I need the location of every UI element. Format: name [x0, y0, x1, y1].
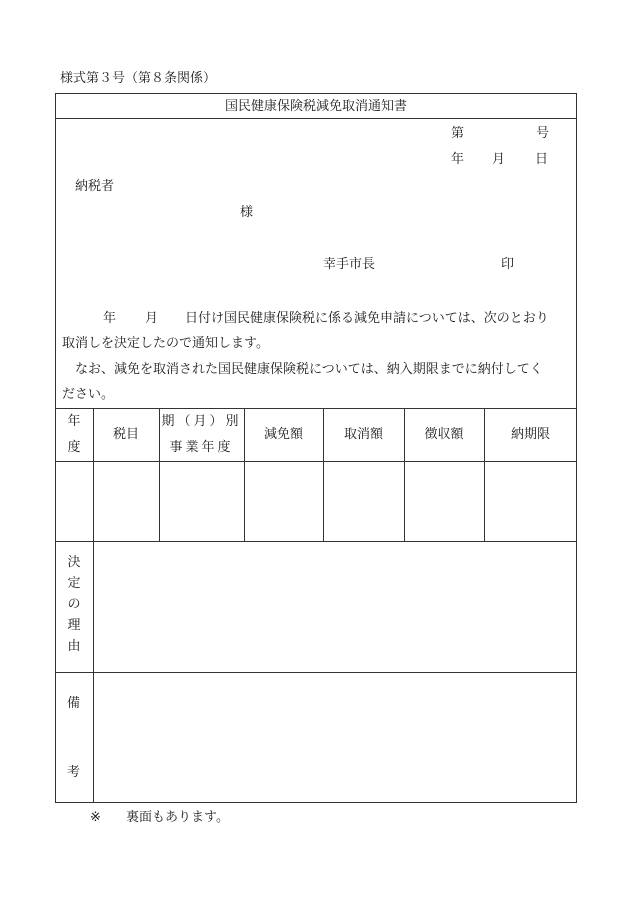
col-kibetsu-bottom: 事業年度: [169, 440, 234, 455]
para1-line2: 取消しを決定したので通知します。: [62, 336, 269, 351]
para1-line1: 日付け国民健康保険税に係る減免申請については、次のとおり: [185, 311, 549, 326]
para2-line1: なお、減免を取消された国民健康保険税については、納入期限までに納付してく: [75, 362, 543, 377]
para2-line2: ださい。: [62, 387, 115, 402]
col-zeimoku: 税目: [112, 427, 139, 442]
footnote-mark: ※: [90, 810, 101, 825]
para1-nen: 年: [103, 311, 117, 326]
col-nendo-top: 年: [67, 414, 81, 429]
footnote-text: 裏面もあります。: [126, 810, 229, 825]
table-top-rule: [55, 408, 577, 409]
col-nendo-bottom: 度: [67, 440, 81, 455]
title-divider: [55, 118, 577, 119]
label-column-rule: [93, 408, 94, 803]
mayor-name: 幸手市長: [323, 257, 376, 272]
reason-label: 決 定 の 理 由: [67, 555, 81, 654]
number-dai: 第: [451, 126, 465, 141]
table-header-rule: [55, 461, 577, 462]
date-nen: 年: [451, 152, 465, 167]
col-genmengaku: 減免額: [263, 427, 303, 442]
para1-tsuki: 月: [145, 311, 159, 326]
col-kibetsu-top: 期（月）別: [161, 414, 242, 429]
date-tsuki: 月: [492, 152, 506, 167]
reason-bottom-rule: [55, 672, 577, 673]
date-hi: 日: [535, 152, 549, 167]
seal-mark: 印: [501, 257, 515, 272]
number-gou: 号: [536, 126, 550, 141]
remarks-label-bottom: 考: [67, 765, 81, 780]
form-title: 国民健康保険税減免取消通知書: [224, 99, 407, 114]
form-number: 様式第３号（第８条関係）: [60, 71, 217, 86]
honorific-sama: 様: [240, 205, 254, 220]
notice-form: [55, 93, 577, 803]
col-torikeshigaku: 取消額: [343, 427, 383, 442]
taxpayer-label: 納税者: [75, 179, 115, 194]
table-bottom-rule: [55, 541, 577, 542]
col-nokigen: 納期限: [510, 427, 550, 442]
remarks-label-top: 備: [67, 696, 81, 711]
col-choshugaku: 徴収額: [424, 427, 464, 442]
